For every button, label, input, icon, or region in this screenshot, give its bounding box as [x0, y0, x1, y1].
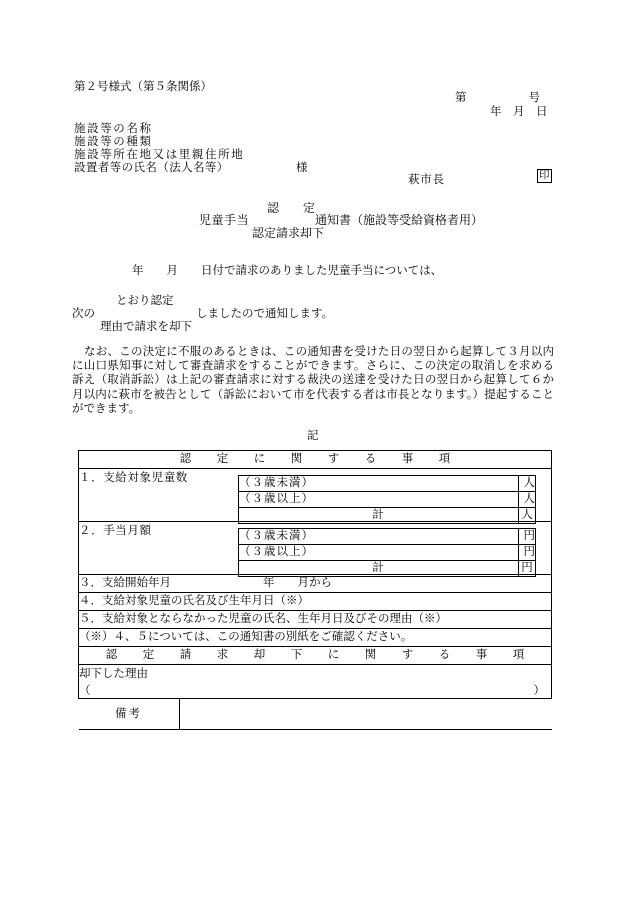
item2-label: ２．手当月額 — [79, 525, 152, 537]
children-total-label: 計 — [239, 508, 519, 524]
attachment-note: （※）４、５については、この通知書の別紙をご確認ください。 — [79, 629, 552, 647]
section-header-rejection: 認 定 請 求 却 下 に 関 す る 事 項 — [79, 647, 552, 665]
clause-tail: しましたので通知します。 — [196, 308, 334, 320]
clause-option-rejection: 理由で請求を却下 — [100, 321, 192, 333]
table-row — [239, 561, 536, 577]
remarks-value — [179, 699, 552, 730]
children-total-unit: 人 — [519, 508, 536, 524]
clause-option-approval: とおり認定 — [116, 295, 174, 307]
addressee-facility-name: 施設等の名称 — [74, 123, 153, 135]
children-over3-label: （３歳以上） — [239, 492, 519, 508]
addressee-honorific: 様 — [296, 162, 308, 174]
table-row — [79, 699, 552, 730]
document-number-suffix: 号 — [528, 92, 540, 104]
title-main: 児童手当 — [199, 213, 250, 227]
title-option-rejection: 認定請求却下 — [252, 226, 325, 240]
close-paren: ） — [533, 685, 545, 697]
item1-label: １．支給対象児童数 — [79, 472, 188, 484]
request-date-line: 年 月 日付で請求のありました児童手当については、 — [132, 265, 443, 277]
amount-over3-label: （３歳以上） — [239, 545, 519, 561]
form-number: 第２号様式（第５条関係） — [74, 81, 212, 93]
amount-under3-label: （３歳未満） — [239, 529, 519, 545]
addressee-operator-name: 設置者等の氏名（法人名等） — [74, 162, 229, 174]
item-target-children-names: ４．支給対象児童の氏名及び生年月日（※） — [79, 593, 552, 611]
monthly-amount-breakdown-table — [238, 528, 536, 577]
remarks-table — [79, 699, 552, 730]
table-row — [239, 529, 536, 545]
table-row — [79, 593, 552, 611]
seal-icon: 印 — [539, 170, 550, 181]
table-row — [79, 699, 552, 731]
rejection-reason-field — [79, 682, 551, 698]
document-number-prefix: 第 — [455, 92, 467, 104]
amount-over3-unit: 円 — [519, 545, 536, 561]
table-row — [79, 575, 552, 593]
remarks-label: 備考 — [79, 699, 180, 730]
children-over3-unit: 人 — [519, 492, 536, 508]
amount-under3-unit: 円 — [519, 529, 536, 545]
item-children-count — [79, 469, 552, 522]
children-under3-label: （３歳未満） — [239, 476, 519, 492]
table-row — [79, 522, 552, 575]
amount-total-label: 計 — [239, 561, 519, 577]
item-monthly-amount-body — [79, 522, 551, 574]
item3-date-value: 年 月から — [263, 577, 332, 589]
item-payment-start-month — [79, 575, 552, 593]
table-row — [79, 451, 552, 469]
details-table — [78, 450, 552, 730]
section-header-approval: 認 定 に 関 す る 事 項 — [79, 451, 552, 469]
children-under3-unit: 人 — [519, 476, 536, 492]
title-option-approval: 認 定 — [267, 201, 316, 215]
item-monthly-amount — [79, 522, 552, 575]
open-paren: （ — [79, 685, 91, 697]
amount-total-unit: 円 — [519, 561, 536, 577]
issuer-name: 萩市長 — [408, 174, 445, 186]
table-row — [79, 611, 552, 629]
table-row — [79, 647, 552, 665]
remarks-row-wrapper — [79, 699, 552, 731]
table-row — [239, 476, 536, 492]
table-row — [239, 545, 536, 561]
addressee-facility-type: 施設等の種類 — [74, 136, 153, 148]
document-date-line: 年 月 日 — [490, 106, 548, 118]
rejection-reason-cell — [79, 665, 552, 699]
title-tail: 通知書（施設等受給資格者用） — [315, 213, 484, 227]
appeal-instructions-paragraph: なお、この決定に不服のあるときは、この通知書を受けた日の翌日から起算して３月以内に山口県知事に対して審査請求をすることができます。さらに、この決定の取消しを求める訴え（取消訴訟）は上記の審査請求に対する裁決の送達を受けた日の翌日から起算して６か月以内に萩市を被告として（訴訟において市を代表する者は市長となります。）提起することができます。 — [72, 346, 554, 415]
table-row — [239, 492, 536, 508]
item-children-count-body — [79, 469, 551, 521]
table-row — [79, 629, 552, 647]
item-excluded-children-names: ５．支給対象とならなかった児童の氏名、生年月日及びその理由（※） — [79, 611, 552, 629]
children-count-breakdown-table — [238, 475, 536, 524]
item3-label: ３．支給開始年月 — [79, 577, 171, 589]
rejection-reason-label: 却下した理由 — [79, 668, 148, 680]
kisho-marker: 記 — [307, 430, 319, 442]
table-row — [79, 469, 552, 522]
addressee-facility-address: 施設等所在地又は里親住所地 — [74, 149, 245, 161]
table-row — [79, 665, 552, 699]
clause-lead: 次の — [72, 308, 95, 320]
